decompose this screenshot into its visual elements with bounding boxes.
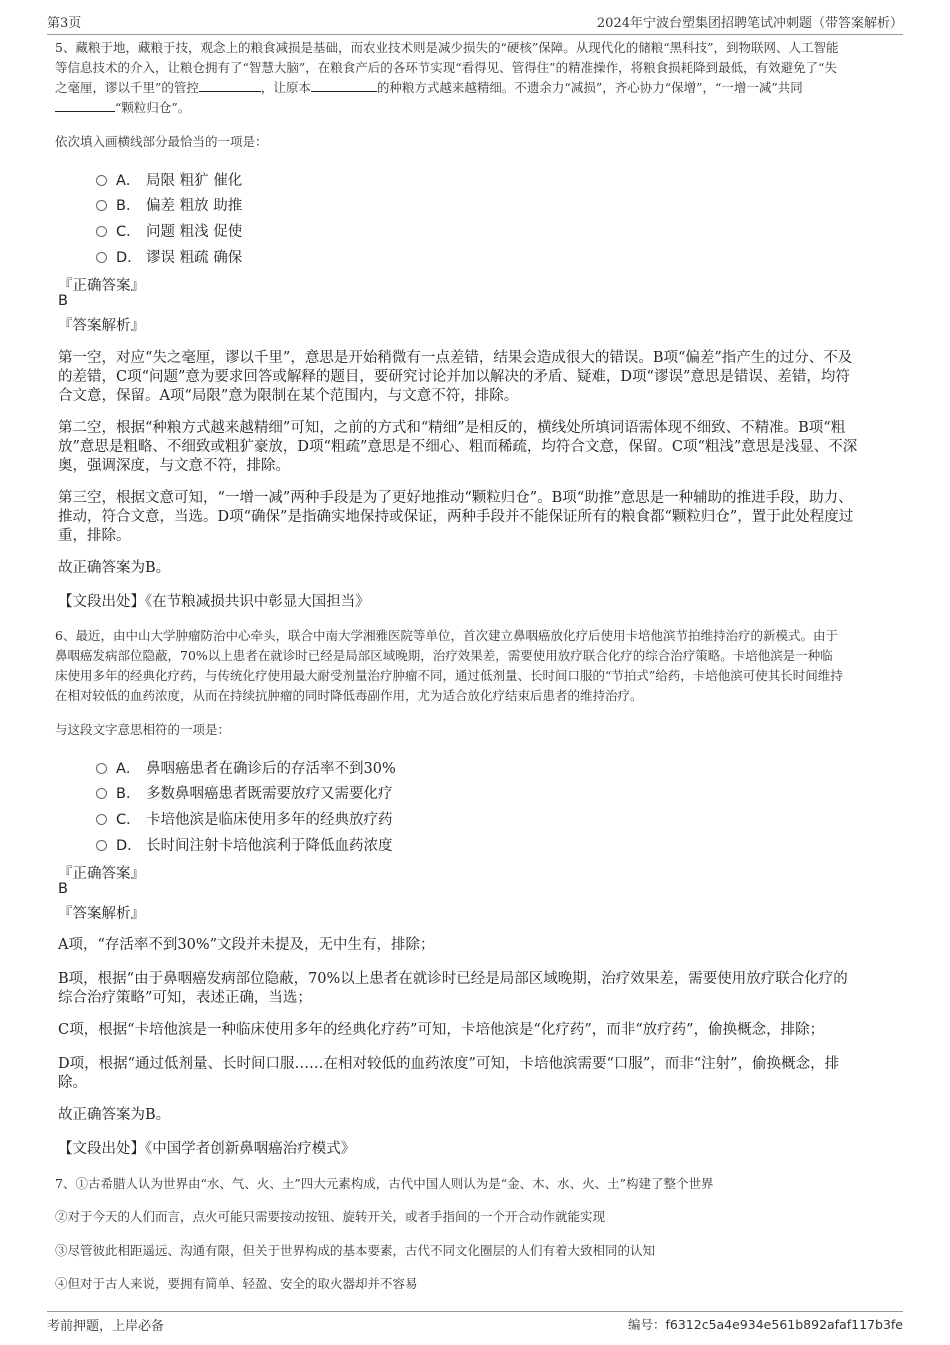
q5-option-a[interactable]: A． 局限 粗犷 催化	[96, 169, 242, 190]
blank-3	[55, 99, 115, 112]
radio-icon[interactable]	[96, 252, 107, 263]
q6-answer: B	[58, 881, 68, 897]
q7-sentence-1: 7、①古希腊人认为世界由“水、气、火、土”四大元素构成，古代中国人则认为是“金、木、水、火、土”构建了整个世界	[55, 1176, 714, 1191]
page-footer	[47, 1311, 903, 1336]
q5-conclusion: 故正确答案为B。	[58, 560, 171, 576]
q5-option-d[interactable]: D． 谬误 粗疏 确保	[96, 246, 242, 267]
q7-sentence-3: ③尽管彼此相距遥远、沟通有限，但关于世界构成的基本要素，古代不同文化圈层的人们有着大致相同的认知	[55, 1243, 656, 1258]
q5-passage-line: 之毫厘，谬以千里”的管控 ，让原本 的种粮方式越来越精细。不遗余力“减损”，齐心协力“保增”，“一增一减”共同	[55, 80, 803, 95]
q5-passage-line: 5、藏粮于地，藏粮于技，观念上的粮食减损是基础，而农业技术则是减少损失的“硬核”保障。从现代化的储粮“黑科技”，到物联网、人工智能	[55, 40, 839, 55]
q5-prompt: 依次填入画横线部分最恰当的一项是：	[55, 134, 268, 149]
q7-sentence-4: ④但对于古人来说，要拥有简单、轻盈、安全的取火器却并不容易	[55, 1276, 418, 1291]
footer-slogan: 考前押题，上岸必备	[47, 1319, 165, 1334]
q6-passage: 6、最近，由中山大学肿瘤防治中心牵头，联合中南大学湘雅医院等单位，首次建立鼻咽癌放化疗后使用卡培他滨节拍维持治疗的新模式。由于 鼻咽癌发病部位隐蔽，70%以上患者在就诊时已经是局部区域晚期，治疗效果差，需要使用放疗联合化疗的综合治疗策略。卡培他滨是一种临 床使用多年的经典化疗药，与传统化疗使用最大耐受剂量治疗肿瘤不同，通过低剂量、长时间口服的“节拍式”给药，卡培他滨可使其长时间维持 在相对较低的血药浓度，从而在持续抗肿瘤的同时降低毒副作用，尤为适合放化疗结束后患者的维持治疗。	[55, 628, 843, 703]
q5-option-b[interactable]: B． 偏差 粗放 助推	[96, 194, 242, 215]
page-number: 第3页	[47, 16, 82, 31]
radio-icon[interactable]	[96, 200, 107, 211]
blank-2	[311, 79, 377, 92]
page-header	[47, 12, 903, 35]
q6-source: 【文段出处】《中国学者创新鼻咽癌治疗模式》	[58, 1141, 356, 1157]
q6-option-d[interactable]: D． 长时间注射卡培他滨利于降低血药浓度	[96, 834, 393, 855]
radio-icon[interactable]	[96, 814, 107, 825]
q5-passage	[55, 38, 900, 118]
q6-conclusion: 故正确答案为B。	[58, 1107, 171, 1123]
q6-analysis-d: D项，根据“通过低剂量、长时间口服……在相对较低的血药浓度”可知，卡培他滨需要“口服”，而非“注射”，偷换概念，排 除。	[58, 1056, 840, 1091]
radio-icon[interactable]	[96, 175, 107, 186]
q6-answer-label: 『正确答案』	[58, 866, 145, 882]
q6-option-a[interactable]: A． 鼻咽癌患者在确诊后的存活率不到30%	[96, 757, 396, 778]
q6-prompt: 与这段文字意思相符的一项是：	[55, 722, 231, 737]
document-title: 2024年宁波台塑集团招聘笔试冲刺题（带答案解析）	[596, 16, 903, 31]
q5-source: 【文段出处】《在节粮减损共识中彰显大国担当》	[58, 594, 370, 610]
q5-option-c[interactable]: C． 问题 粗浅 促使	[96, 220, 242, 241]
q5-answer-label: 『正确答案』	[58, 278, 145, 294]
radio-icon[interactable]	[96, 763, 107, 774]
radio-icon[interactable]	[96, 788, 107, 799]
q7-sentence-2: ②对于今天的人们而言，点火可能只需要按动按钮、旋转开关，或者手指间的一个开合动作就能实现	[55, 1209, 606, 1224]
q5-passage-line: “颗粒归仓”。	[55, 98, 900, 118]
radio-icon[interactable]	[96, 226, 107, 237]
q6-analysis-b: B项，根据“由于鼻咽癌发病部位隐蔽，70%以上患者在就诊时已经是局部区域晚期，治疗效果差，需要使用放疗联合化疗的 综合治疗策略”可知，表述正确，当选；	[58, 971, 848, 1006]
q5-analysis-para-2: 第二空，根据“种粮方式越来越精细”可知，之前的方式和“精细”是相反的，横线处所填词语需体现不细致、不精准。B项“粗 放”意思是粗略、不细致或粗犷豪放，D项“粗疏”意思是不细心、粗而稀疏，均符合文意，保留。C项“粗浅”意思是浅显、不深 奥，强调深度，与文意不符，排除。	[58, 420, 858, 474]
q5-answer: B	[58, 293, 68, 309]
q5-analysis-para-3: 第三空，根据文意可知，“一增一减”两种手段是为了更好地推动“颗粒归仓”。B项“助推”意思是一种辅助的推进手段，助力、 推动，符合文意，当选。D项“确保”是指确实地保持或保证，两种手段并不能保证所有的粮食都“颗粒归仓”，置于此处程度过 重，排除。	[58, 490, 854, 544]
blank-1	[199, 79, 261, 92]
q6-option-c[interactable]: C． 卡培他滨是临床使用多年的经典放疗药	[96, 808, 393, 829]
q5-analysis-label: 『答案解析』	[58, 318, 145, 334]
q6-analysis-c: C项，根据“卡培他滨是一种临床使用多年的经典化疗药”可知，卡培他滨是“化疗药”，而非“放疗药”，偷换概念，排除；	[58, 1022, 825, 1038]
q5-passage-line: 等信息技术的介入，让粮仓拥有了“智慧大脑”，在粮食产后的各环节实现“看得见、管得住”的精准操作，将粮食损耗降到最低，有效避免了“失	[55, 60, 837, 75]
q6-analysis-a: A项，“存活率不到30%”文段并未提及，无中生有，排除；	[58, 937, 435, 953]
q6-analysis-label: 『答案解析』	[58, 906, 145, 922]
radio-icon[interactable]	[96, 840, 107, 851]
q6-option-b[interactable]: B． 多数鼻咽癌患者既需要放疗又需要化疗	[96, 782, 393, 803]
document-code: 编号：f6312c5a4e934e561b892afaf117b3fe	[627, 1317, 903, 1332]
q5-analysis-para-1: 第一空，对应“失之毫厘，谬以千里”，意思是开始稍微有一点差错，结果会造成很大的错误。B项“偏差”指产生的过分、不及 的差错，C项“问题”意为要求回答或解释的题目，要研究讨论并加以解决的矛盾、疑难，D项“谬误”意思是错误、差错，均符 合文意，保留。A项“局限”意为限制在某个范围内，与文意不符，排除。	[58, 350, 853, 404]
